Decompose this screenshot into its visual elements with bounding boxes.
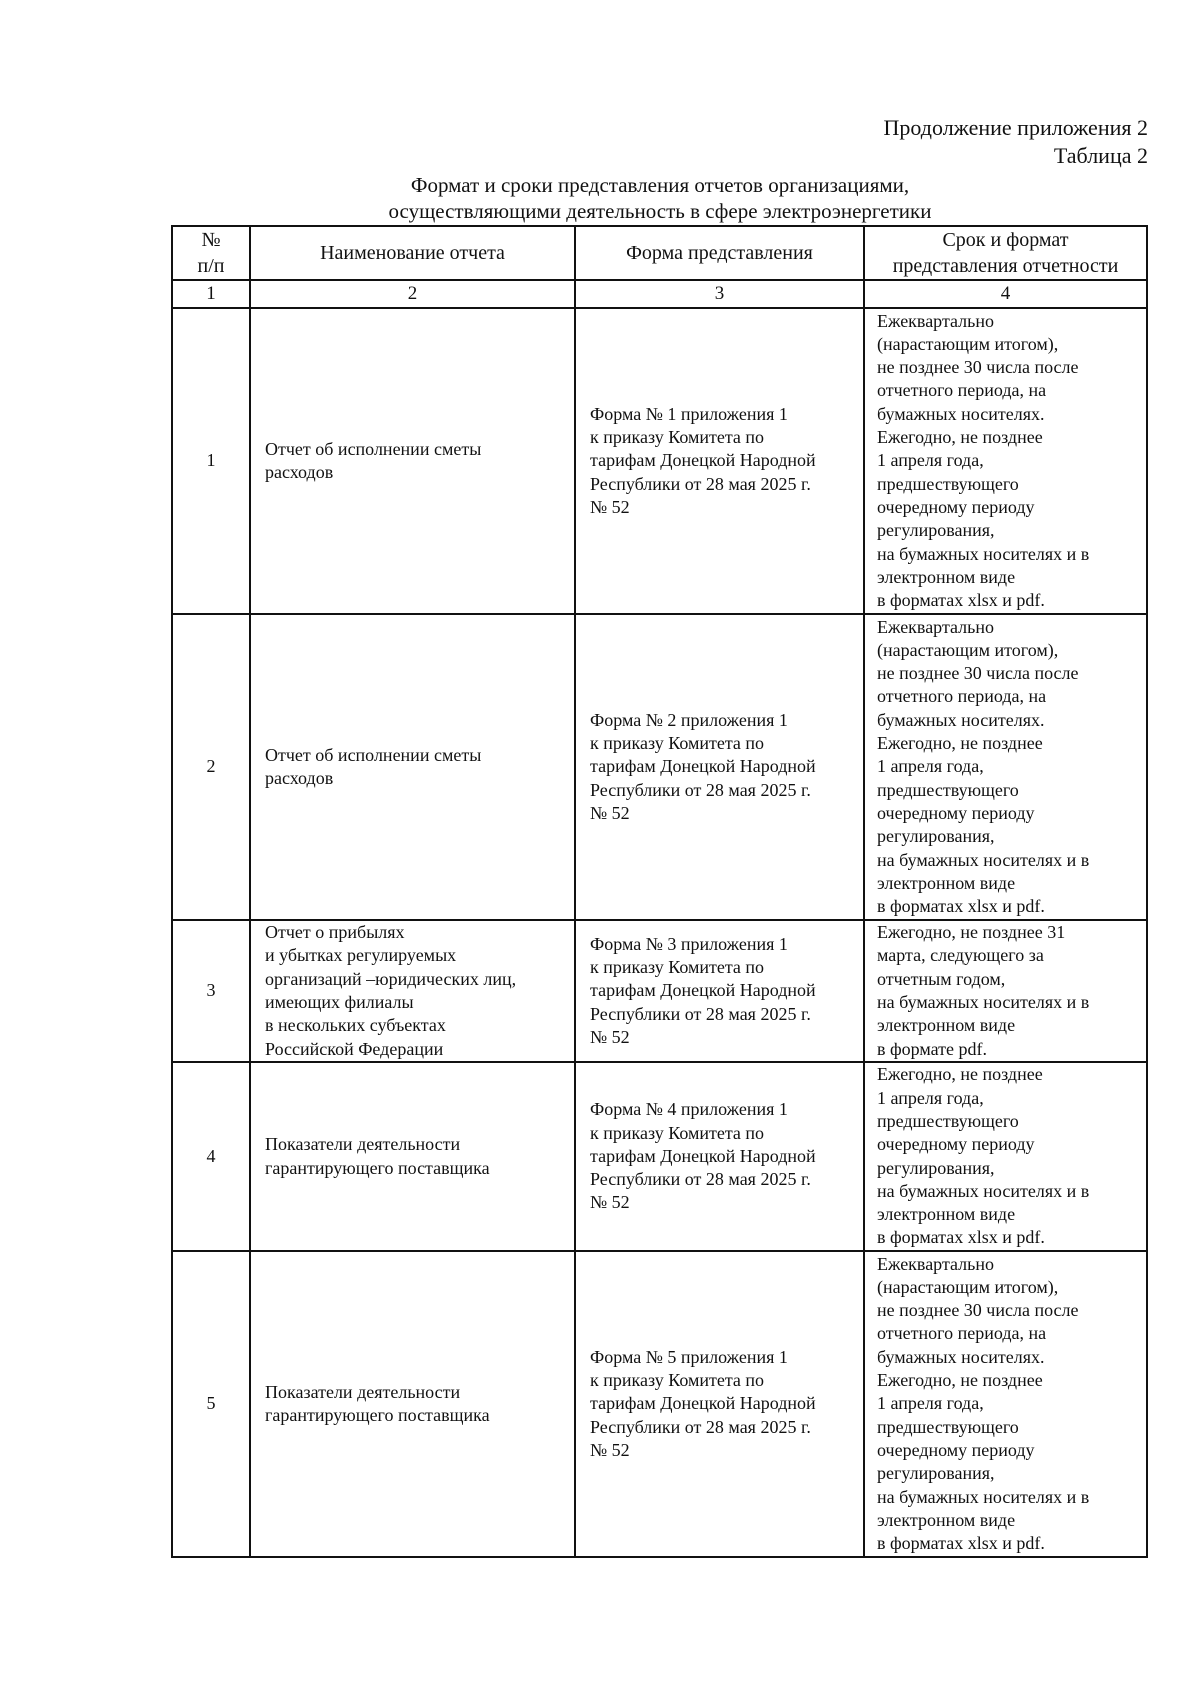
row-number: 1 [172, 308, 250, 614]
table-row [172, 1062, 1147, 1251]
report-term: Ежегодно, не позднее 1 апреля года, предшествующего очередному периоду регулирования, на бумажных носителях и в электронном виде в форматах xlsx и pdf. [864, 1062, 1147, 1251]
report-name: Отчет об исполнении сметы расходов [250, 308, 575, 614]
column-number-row [172, 280, 1147, 308]
table-row [172, 308, 1147, 614]
document-title [170, 172, 1150, 224]
column-number: 3 [575, 280, 864, 308]
report-form: Форма № 5 приложения 1 к приказу Комитета по тарифам Донецкой Народной Республики от 28 мая 2025 г. № 52 [575, 1251, 864, 1557]
title-line-2: осуществляющими деятельность в сфере электроэнергетики [388, 199, 932, 223]
report-term: Ежеквартально (нарастающим итогом), не позднее 30 числа после отчетного периода, на бумажных носителях. Ежегодно, не позднее 1 апреля года, предшествующего очередному периоду регулирования, на бумажных носителях и в электронном виде в форматах xlsx и pdf. [864, 1251, 1147, 1557]
title-line-1: Формат и сроки представления отчетов организациями, [410, 173, 910, 197]
header-name: Наименование отчета [250, 226, 575, 280]
report-form: Форма № 3 приложения 1 к приказу Комитета по тарифам Донецкой Народной Республики от 28 мая 2025 г. № 52 [575, 920, 864, 1062]
report-term: Ежеквартально (нарастающим итогом), не позднее 30 числа после отчетного периода, на бумажных носителях. Ежегодно, не позднее 1 апреля года, предшествующего очередному периоду регулирования, на бумажных носителях и в электронном виде в форматах xlsx и pdf. [864, 614, 1147, 920]
row-number: 3 [172, 920, 250, 1062]
header-term: Срок и формат представления отчетности [864, 226, 1147, 280]
column-number: 1 [172, 280, 250, 308]
report-name: Отчет о прибылях и убытках регулируемых организаций –юридических лиц, имеющих филиалы в нескольких субъектах Российской Федерации [250, 920, 575, 1062]
report-form: Форма № 2 приложения 1 к приказу Комитета по тарифам Донецкой Народной Республики от 28 мая 2025 г. № 52 [575, 614, 864, 920]
report-form: Форма № 4 приложения 1 к приказу Комитета по тарифам Донецкой Народной Республики от 28 мая 2025 г. № 52 [575, 1062, 864, 1251]
table-header-row [172, 226, 1147, 280]
report-name: Отчет об исполнении сметы расходов [250, 614, 575, 920]
header-form: Форма представления [575, 226, 864, 280]
row-number: 5 [172, 1251, 250, 1557]
report-name: Показатели деятельности гарантирующего поставщика [250, 1251, 575, 1557]
row-number: 2 [172, 614, 250, 920]
column-number: 2 [250, 280, 575, 308]
table-label: Таблица 2 [1053, 143, 1148, 168]
column-number: 4 [864, 280, 1147, 308]
appendix-line: Продолжение приложения 2 [883, 115, 1148, 140]
table-row [172, 614, 1147, 920]
report-name: Показатели деятельности гарантирующего поставщика [250, 1062, 575, 1251]
report-term: Ежеквартально (нарастающим итогом), не позднее 30 числа после отчетного периода, на бумажных носителях. Ежегодно, не позднее 1 апреля года, предшествующего очередному периоду регулирования, на бумажных носителях и в электронном виде в форматах xlsx и pdf. [864, 308, 1147, 614]
table-row [172, 1251, 1147, 1557]
table-row [172, 920, 1147, 1062]
reports-table [171, 225, 1148, 1558]
report-form: Форма № 1 приложения 1 к приказу Комитета по тарифам Донецкой Народной Республики от 28 мая 2025 г. № 52 [575, 308, 864, 614]
header-num: № п/п [172, 226, 250, 280]
appendix-note [884, 114, 1148, 170]
row-number: 4 [172, 1062, 250, 1251]
report-term: Ежегодно, не позднее 31 марта, следующего за отчетным годом, на бумажных носителях и в электронном виде в формате pdf. [864, 920, 1147, 1062]
